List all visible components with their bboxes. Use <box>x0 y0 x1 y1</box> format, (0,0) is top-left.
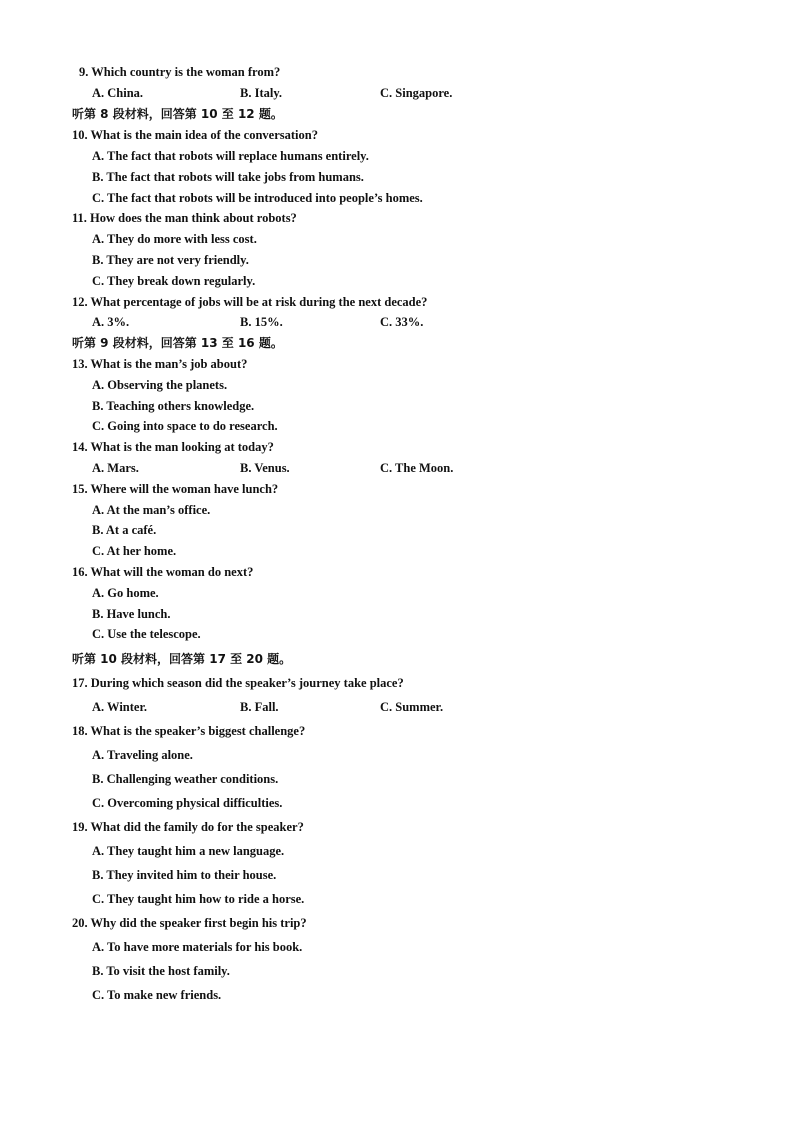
option-c: C. Summer. <box>380 700 444 714</box>
option-a: A. Winter. <box>92 700 147 714</box>
question-text: 12. What percentage of jobs will be at risk during the next decade? <box>72 295 428 309</box>
option-a: A. China. <box>92 86 144 100</box>
question-text: 14. What is the man looking at today? <box>72 440 274 454</box>
answer-option: A. The fact that robots will replace humans entirely. <box>92 149 369 163</box>
answer-option: C. They taught him how to ride a horse. <box>92 892 305 906</box>
question-text: 20. Why did the speaker first begin his trip? <box>72 916 307 930</box>
answer-option: B. Challenging weather conditions. <box>92 772 279 786</box>
answer-option: A. At the man’s office. <box>92 503 211 517</box>
question-text: 19. What did the family do for the speaker? <box>72 820 304 834</box>
question-text: 18. What is the speaker’s biggest challenge? <box>72 724 306 738</box>
question-text: 17. During which season did the speaker’s journey take place? <box>72 676 404 690</box>
question-text: 13. What is the man’s job about? <box>72 357 248 371</box>
option-b: B. Italy. <box>240 86 283 100</box>
answer-option: B. Teaching others knowledge. <box>92 399 255 413</box>
answer-option: C. They break down regularly. <box>92 274 256 288</box>
answer-option: C. Use the telescope. <box>92 627 201 641</box>
answer-option: A. They taught him a new language. <box>92 844 285 858</box>
option-c: C. The Moon. <box>380 461 454 475</box>
option-b: B. Fall. <box>240 700 279 714</box>
question-text: 9. Which country is the woman from? <box>79 65 281 79</box>
answer-option: B. Have lunch. <box>92 607 171 621</box>
option-a: A. 3%. <box>92 315 130 329</box>
answer-option: C. To make new friends. <box>92 988 222 1002</box>
answer-option: B. They are not very friendly. <box>92 253 249 267</box>
answer-option: B. To visit the host family. <box>92 964 230 978</box>
question-text: 10. What is the main idea of the conversation? <box>72 128 318 142</box>
option-c: C. 33%. <box>380 315 424 329</box>
option-c: C. Singapore. <box>380 86 453 100</box>
answer-option: B. At a café. <box>92 523 157 537</box>
answer-option: C. The fact that robots will be introduced into people’s homes. <box>92 191 423 205</box>
answer-option: B. The fact that robots will take jobs from humans. <box>92 170 364 184</box>
answer-option: A. Go home. <box>92 586 159 600</box>
section-instruction: 听第 9 段材料，回答第 13 至 16 题。 <box>72 336 283 350</box>
answer-option: C. Overcoming physical difficulties. <box>92 796 283 810</box>
option-b: B. 15%. <box>240 315 283 329</box>
option-a: A. Mars. <box>92 461 139 475</box>
option-b: B. Venus. <box>240 461 290 475</box>
answer-option: C. Going into space to do research. <box>92 419 278 433</box>
answer-option: C. At her home. <box>92 544 177 558</box>
answer-option: A. They do more with less cost. <box>92 232 257 246</box>
section-instruction: 听第 10 段材料，回答第 17 至 20 题。 <box>72 652 292 666</box>
answer-option: A. Observing the planets. <box>92 378 228 392</box>
answer-option: B. They invited him to their house. <box>92 868 277 882</box>
question-text: 11. How does the man think about robots? <box>72 211 297 225</box>
answer-option: A. To have more materials for his book. <box>92 940 303 954</box>
section-instruction: 听第 8 段材料，回答第 10 至 12 题。 <box>72 107 283 121</box>
answer-option: A. Traveling alone. <box>92 748 193 762</box>
question-text: 16. What will the woman do next? <box>72 565 254 579</box>
question-text: 15. Where will the woman have lunch? <box>72 482 279 496</box>
